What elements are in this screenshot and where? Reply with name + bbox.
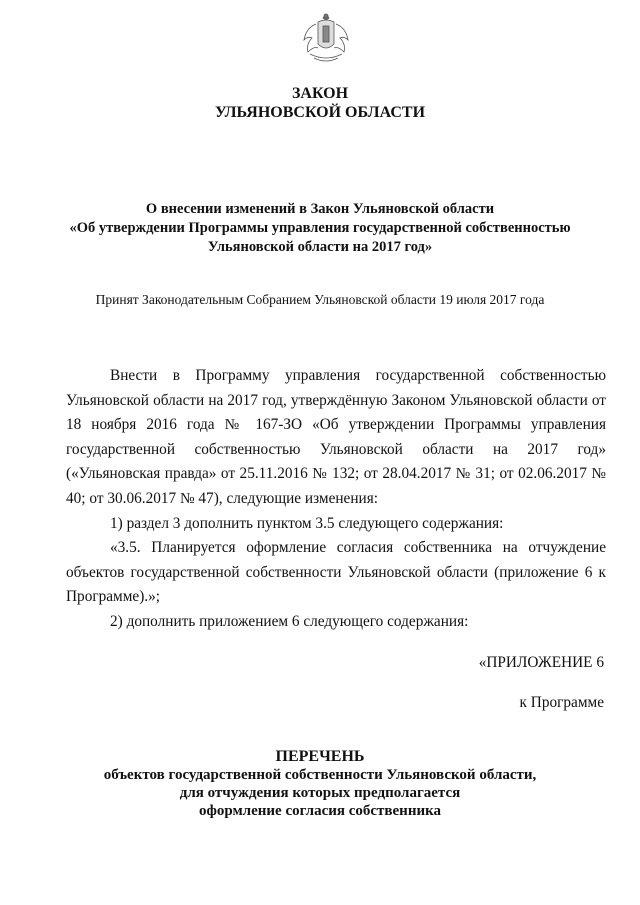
amendment-item-2: 2) дополнить приложением 6 следующего содержания: (110, 612, 469, 630)
list-title-line1: ПЕРЕЧЕНЬ (275, 748, 365, 765)
law-body (66, 364, 606, 635)
subject-line2: «Об утверждении Программы управления государственной собственностью (69, 220, 571, 236)
law-subject (0, 200, 640, 257)
amendment-item-1-text: «3.5. Планируется оформление согласия собственника на отчуждение объектов государственной собственности Ульяновской области (приложение 6 к Программе).»; (66, 539, 606, 606)
subject-line1: О внесении изменений в Закон Ульяновской области (145, 201, 495, 217)
appendix-label: «ПРИЛОЖЕНИЕ 6 (478, 654, 604, 671)
amendment-item-1: 1) раздел 3 дополнить пунктом 3.5 следующего содержания: (110, 514, 504, 532)
law-title-line1: ЗАКОН (291, 85, 349, 102)
adoption-note: Принят Законодательным Собранием Ульяновской области 19 июля 2017 года (95, 292, 545, 307)
law-title-line2: УЛЬЯНОВСКОЙ ОБЛАСТИ (214, 104, 426, 121)
coat-of-arms-icon (296, 8, 356, 68)
list-title-line2: объектов государственной собственности Ульяновской области, (103, 767, 537, 783)
list-title (0, 748, 640, 820)
list-title-line3: для отчуждения которых предполагается (179, 785, 461, 801)
intro-paragraph: Внести в Программу управления государственной собственностью Ульяновской области на 2017 год, утверждённую Законом Ульяновской области от 18 ноября 2016 года № 167-ЗО «Об утверждении Программы управления государственной собственностью Ульяновской области на 2017 год» («Ульяновская правда» от 25.11.2016 № 132; от 28.04.2017 № 31; от 02.06.2017 № 40; от 30.06.2017 № 47), следующие изменения: (66, 367, 606, 507)
appendix-sublabel: к Программе (519, 694, 604, 711)
law-title (0, 84, 640, 122)
list-title-line4: оформление согласия собственника (198, 803, 442, 819)
subject-line3: Ульяновской области на 2017 год» (207, 239, 433, 255)
